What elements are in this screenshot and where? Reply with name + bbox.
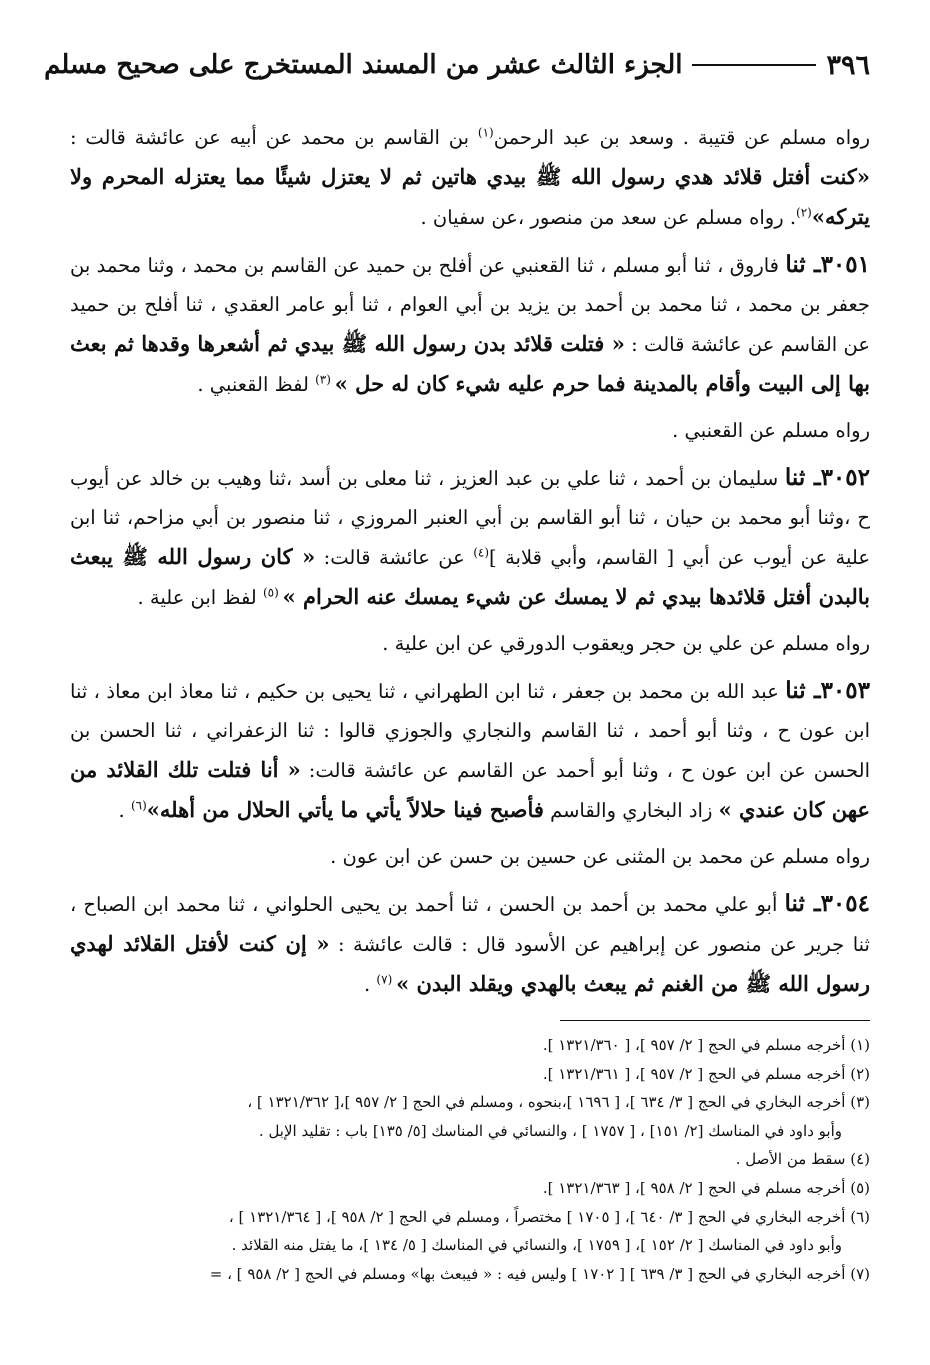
riwaya-3051: رواه مسلم عن القعنبي . [672, 419, 870, 442]
hadith-matn-addition: فأصبح فينا حلالاً يأتي ما يأتي الحلال من أهله» [146, 797, 544, 822]
text-span: رواه مسلم عن قتيبة . وسعد بن عبد الرحمن [493, 126, 871, 149]
footnote-3: (٣) أخرجه البخاري في الحج [ ٣/ ٦٣٤ ]، [ ١٦٩٦ ]،بنحوه ، ومسلم في الحج [ ٢/ ٩٥٧ ]،[ ١٣٢١/٣٦٢ ] ، [247, 1093, 870, 1112]
footnote-7: (٧) أخرجه البخاري في الحج [ ٣/ ٦٣٩ ] [ ١٧٠٢ ] وليس فيه : « فيبعث بها» ومسلم في الحج [ ٢/ ٩٥٨ ] ، = [209, 1264, 870, 1283]
page-number: ٣٩٦ [826, 49, 870, 81]
text-span: . [364, 973, 377, 996]
text-span: بن القاسم بن محمد عن أبيه عن عائشة قالت : [70, 126, 478, 149]
hadith-number: ٣٠٥٢ـ ثنا [784, 464, 870, 491]
footnote-marker: (٦) [130, 798, 147, 813]
hadith-3054 [70, 884, 870, 1004]
riwaya-3052: رواه مسلم عن علي بن حجر ويعقوب الدورقي عن ابن علية . [382, 632, 870, 655]
hadith-3052 [70, 458, 870, 617]
book-page [44, 48, 871, 1338]
footnote-4: (٤) سقط من الأصل . [735, 1150, 870, 1169]
footnote-marker: (٤) [473, 545, 490, 560]
footnote-marker: (١) [477, 125, 494, 140]
header-rule [692, 64, 816, 66]
isnad-text: أبو علي محمد بن أحمد بن الحسن ، ثنا أحمد بن يحيى الحلواني ، ثنا محمد ابن الصباح ، ثنا جرير عن منصور عن إبراهيم عن الأسود قال : قالت عائشة : [70, 893, 870, 956]
hadith-matn: « فتلت قلائد بدن رسول الله ﷺ بيدي ثم أشعرها وقدها ثم بعث بها إلى البيت وأقام بالمدينة فما حرم عليه شيء كان له حل » [70, 331, 870, 396]
isnad-text: عبد الله بن محمد بن جعفر ، ثنا ابن الطهراني ، ثنا يحيى بن حكيم ، ثنا معاذ ابن معاذ ، ثنا ابن عون ح ، وثنا أبو أحمد ، ثنا القاسم والنجاري والجوزي قالوا : ثنا الزعفراني ، ثنا الحسن بن الحسن عن ابن عون ح ، وثنا أبو أحمد عن القاسم عن عائشة قالت: [70, 680, 870, 782]
hadith-matn: « إن كنت لأفتل القلائد لهدي رسول الله ﷺ من الغنم ثم يبعث بالهدي ويقلد البدن » [70, 931, 870, 996]
footnote-2: (٢) أخرجه مسلم في الحج [ ٢/ ٩٥٧ ]، [ ١٣٢١/٣٦١ ]. [542, 1064, 870, 1083]
riwaya-3053: رواه مسلم عن محمد بن المثنى عن حسين بن حسن عن ابن عون . [330, 845, 870, 868]
text-span: لفظ القعنبي . [197, 373, 316, 396]
footnote-marker: (٥) [262, 585, 283, 600]
footnote-marker: (٧) [376, 972, 397, 987]
footnote-6: (٦) أخرجه البخاري في الحج [ ٣/ ٦٤٠ ]، [ ١٧٠٥ ] مختصراً ، ومسلم في الحج [ ٢/ ٩٥٨ ]، [ ١٣٢١/٣٦٤ ] ، [228, 1207, 870, 1226]
text-span: لفظ ابن علية . [137, 586, 263, 609]
footnotes [70, 1031, 870, 1288]
hadith-number: ٣٠٥١ـ ثنا [785, 251, 870, 278]
footnote-marker: (٣) [315, 372, 335, 387]
main-text [70, 118, 870, 1004]
text-span: عن عائشة قالت: [315, 546, 474, 569]
isnad-text: فاروق ، ثنا أبو مسلم ، ثنا القعنبي عن أفلح بن حميد عن القاسم بن محمد ، وثنا محمد بن جعفر بن محمد ، ثنا محمد بن أحمد بن يزيد بن أبي العوام ، ثنا أبو عامر العقدي ، ثنا أفلح بن حميد عن القاسم عن عائشة قالت : [70, 254, 870, 356]
text-span: . رواه مسلم عن سعد من منصور ،عن سفيان . [420, 206, 797, 229]
hadith-number: ٣٠٥٣ـ ثنا [785, 677, 870, 704]
hadith-matn: « أنا فتلت تلك القلائد من عهن كان عندي » [70, 757, 870, 822]
text-span: . [118, 799, 131, 822]
page-header [44, 48, 870, 82]
footnote-1: (١) أخرجه مسلم في الحج [ ٢/ ٩٥٧ ]، [ ١٣٢١/٣٦٠ ]. [542, 1036, 870, 1054]
paragraph-intro [70, 118, 870, 237]
hadith-3051 [70, 245, 870, 404]
isnad-text: سليمان بن أحمد ، ثنا علي بن عبد العزيز ، ثنا معلى بن أسد ،ثنا وهيب بن خالد عن أيوب ح ،وثنا أبو محمد بن حيان ، ثنا أبو القاسم بن أبي العنبر المروزي ، ثنا منصور بن أبي مزاحم، ثنا ابن علية عن أيوب عن أبي [ القاسم، وأبي قلابة ] [70, 467, 870, 569]
footnote-6-continued: وأبو داود في المناسك [ ٢/ ١٥٢ ]، [ ١٧٥٩ ]، والنسائي في المناسك [ ٥/ ١٣٤ ]، ما يفتل منه القلائد . [231, 1236, 842, 1255]
hadith-matn: «كنت أفتل قلائد هدي رسول الله ﷺ بيدي هاتين ثم لا يعتزل شيئًا مما يعتزله المحرم ولا يتركه» [70, 164, 870, 229]
footnote-3-continued: وأبو داود في المناسك [٢/ ١٥١] ، [ ١٧٥٧ ] ، والنسائي في المناسك [٥/ ١٣٥] باب : تقليد الإبل . [258, 1121, 842, 1140]
hadith-number: ٣٠٥٤ـ ثنا [784, 890, 870, 917]
footnote-marker: (٢) [796, 205, 812, 220]
hadith-3053 [70, 671, 870, 830]
footnotes-separator [560, 1020, 870, 1021]
hadith-matn: « كان رسول الله ﷺ يبعث بالبدن أفتل قلائدها بيدي ثم لا يمسك عن شيء يمسك عنه الحرام » [70, 544, 870, 609]
running-title: الجزء الثالث عشر من المسند المستخرج على صحيح مسلم [44, 50, 683, 80]
footnote-5: (٥) أخرجه مسلم في الحج [ ٢/ ٩٥٨ ]، [ ١٣٢١/٣٦٣ ]. [542, 1178, 870, 1197]
text-span: زاد البخاري والقاسم [543, 799, 719, 822]
